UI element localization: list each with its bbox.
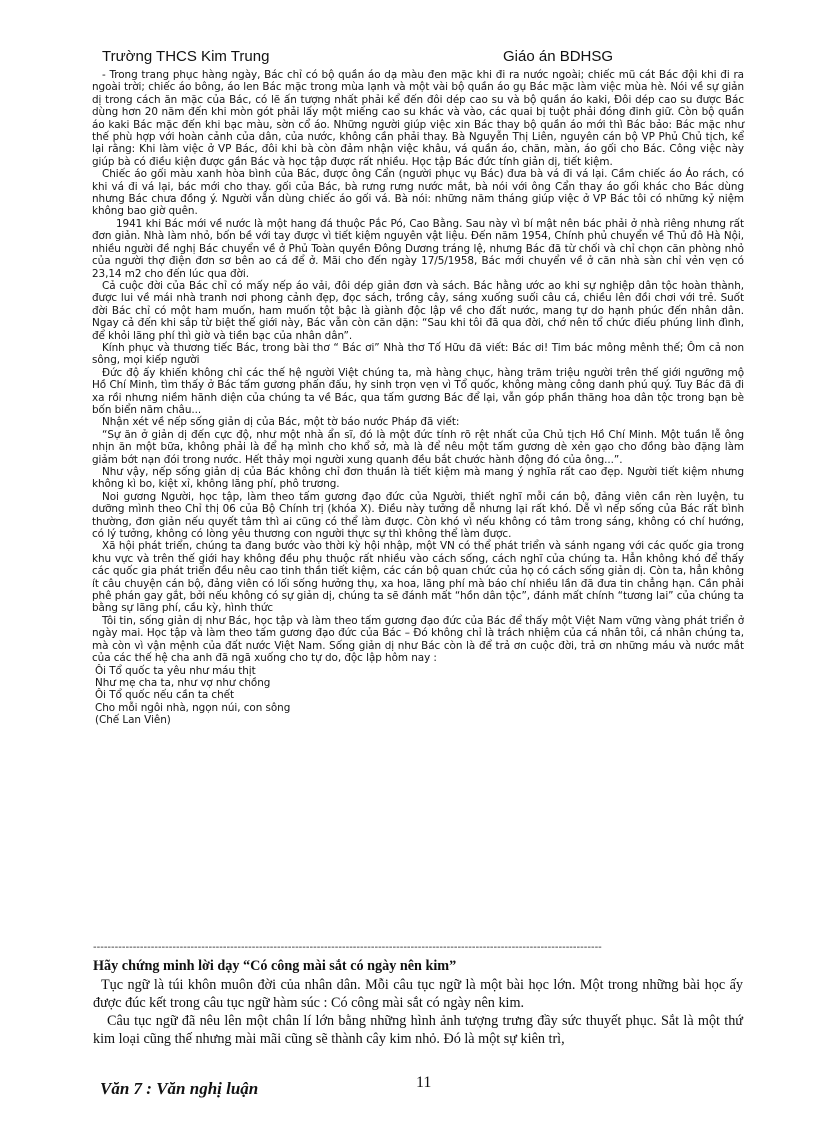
footer-subject: Văn 7 : Văn nghị luận bbox=[100, 1079, 259, 1098]
separator-line: --------------------------------------------------------------------------------------------------------------------------------------------- bbox=[93, 942, 602, 953]
poem bbox=[92, 665, 744, 727]
essay-title: Hãy chứng minh lời dạy “Có công mài sắt có ngày nên kim” bbox=[93, 958, 457, 974]
poem-line: Cho mỗi ngôi nhà, ngọn núi, con sông bbox=[95, 701, 291, 714]
poem-line: Ôi Tổ quốc nếu cần ta chết bbox=[95, 689, 234, 702]
paragraph: Cả cuộc đời của Bác chỉ có mấy nếp áo vải, đôi dép giản đơn và sách. Bác hằng ước ao khi sự nghiệp dân tộc hoàn thành, được lui về mái nhà tranh nơi phong cảnh đẹp, đọc sách, trồng cây, sáng xuống suối câu cá, chiều lên đồi chơi với trẻ. Suốt đời Bác chỉ có một ham muốn, ham muốn tột bậc là giành độc lập về cho đất nước, mang tự do hạnh phúc đến nhân dân. Ngay cả đến khi sắp từ biệt thế giới này, Bác vẫn còn căn dặn: “Sau khi tôi đã qua đời, chớ nên tổ chức điếu phúng linh đình, để khỏi lãng phí thì giờ và tiền bạc của nhân dân”. bbox=[92, 279, 744, 342]
main-text bbox=[92, 69, 744, 727]
poem-line: Như mẹ cha ta, như vợ như chồng bbox=[95, 676, 271, 689]
page-number: 11 bbox=[416, 1074, 432, 1091]
essay-section bbox=[93, 957, 743, 1048]
paragraph: Xã hội phát triển, chúng ta đang bước vào thời kỳ hội nhập, một VN có thể phát triển và sánh ngang với các quốc gia trong khu vực và trên thế giới hay không đều phụ thuộc rất nhiều vào cách sống, cách nghĩ của chúng ta. Hẳn không khó để thấy các quốc gia phát triển đều nêu cao tinh thần tiết kiệm, các cán bộ quan chức của họ có cách sống giản dị. Còn ta, hẳn không ít câu chuyện cán bộ, đảng viên có lối sống hưởng thụ, xa hoa, lãng phí mà báo chí nhiều lần đã đưa tin chẳng hạn. Cần phải phê phán gay gắt, bởi nếu không có sự giản dị, chúng ta sẽ đánh mất “hồn dân tộc”, đánh mất chính “tương lai” của chúng ta bằng sự lãng phí, cầu kỳ, hình thức bbox=[92, 540, 744, 615]
paragraph: Chiếc áo gối màu xanh hòa bình của Bác, được ông Cẩn (người phục vụ Bác) đưa bà vá đi vá lại. Cầm chiếc áo Áo rách, có khi vá đi vá lại, bác mới cho thay. gối của Bác, bà rưng rưng nước mắt, bà nói với ông Cẩn thay áo gối khác cho Bác dùng nhưng Bác chưa đồng ý. Người vẫn dùng chiếc áo gối vá. Bà nói: những năm tháng giúp việc ở VP Bác tôi có những kỷ niệm không bao giờ quên. bbox=[92, 168, 744, 218]
paragraph: Nhận xét về nếp sống giản dị của Bác, một tờ báo nước Pháp đã viết: bbox=[102, 416, 460, 429]
poem-line: Ôi Tổ quốc ta yêu như máu thịt bbox=[95, 664, 256, 677]
essay-paragraph: Câu tục ngữ đã nêu lên một chân lí lớn bằng những hình ảnh tượng trưng đầy sức thuyết phục. Sắt là một thứ kim loại cũng thế nhưng mài mãi cũng sẽ thành cây kim nhỏ. Đó là một sự kiên trì, bbox=[93, 1013, 743, 1047]
header-doc-title: Giáo án BDHSG bbox=[503, 48, 614, 65]
paragraph: Như vậy, nếp sống giản dị của Bác không chỉ đơn thuần là tiết kiệm mà mang ý nghĩa rất cao đẹp. Người tiết kiệm nhưng không kì bo, kiệt xỉ, không lãng phí, phô trương. bbox=[92, 466, 744, 491]
paragraph: Kính phục và thương tiếc Bác, trong bài thơ “ Bác ơi” Nhà thơ Tố Hữu đã viết: Bác ơi! Tim bác mông mênh thế; Ôm cả non sông, mọi kiếp người bbox=[92, 341, 744, 367]
poem-author: (Chế Lan Viên) bbox=[95, 714, 171, 727]
paragraph: Noi gương Người, học tập, làm theo tấm gương đạo đức của Người, thiết nghĩ mỗi cán bộ, đảng viên cần rèn luyện, tu dưỡng mình theo Chỉ thị 06 của Bộ Chính trị (khóa X). Điều này tưởng dễ nhưng lại rất khó. Dễ vì nếp sống của Bác rất bình thường, đơn giản nếu quyết tâm thì ai cũng có thể làm được. Còn khó vì nếu không có tâm trong sáng, không có chí hướng, có lý tưởng, không có lòng yêu thương con người thực sự thì không thể làm được. bbox=[92, 490, 744, 541]
paragraph: Đức độ ấy khiến không chỉ các thế hệ người Việt chúng ta, mà hàng chục, hàng trăm triệu người trên thế giới ngưỡng mộ Hồ Chí Minh, tìm thấy ở Bác tấm gương phấn đấu, hy sinh trọn vẹn vì Tổ quốc, không màng công danh phú quý. Tuy Bác đã đi xa rồi nhưng niềm hãnh diện của chúng ta về Bác, qua tấm gương Bác để lại, vẫn góp phần thăng hoa dân tộc trong bạn bè bốn biển năm châu... bbox=[92, 366, 744, 416]
paragraph: 1941 khi Bác mới về nước là một hang đá thuộc Pắc Pó, Cao Bằng. Sau này vì bí mật nên bác phải ở nhà riêng nhưng rất đơn giản. Nhà làm nhỏ, bốn bề với tay được vì tiết kiệm nguyên vật liệu. Đến năm 1954, Chính phủ chuyển về Thủ đô Hà Nội, nhiều người đề nghị Bác chuyển về ở Phủ Toàn quyền Đông Dương tráng lệ, nhưng Bác đã từ chối và chỉ chọn căn phòng nhỏ của người thợ điện đơn sơ bên ao cá để ở. Mãi cho đến ngày 17/5/1958, Bác mới chuyển về ở căn nhà sàn chỉ vẻn vẹn có 23,14 m2 cho đến lúc qua đời. bbox=[92, 217, 744, 280]
essay-paragraph: Tục ngữ là túi khôn muôn đời của nhân dân. Mỗi câu tục ngữ là một bài học lớn. Một trong những bài học ấy được đúc kết trong câu tục ngữ hàm súc : Có công mài sắt có ngày nên kim. bbox=[93, 977, 743, 1011]
paragraph: “Sự ăn ở giản dị đến cực độ, như một nhà ẩn sĩ, đó là một đức tính rõ rệt nhất của Chủ tịch Hồ Chí Minh. Một tuần lễ ông nhịn ăn một bữa, không phải là để hạ mình cho khổ sở, mà là để nêu một tấm gương dè xẻn gạo cho đồng bào đặng làm giảm bớt nạn đói trong nước. Hết thảy mọi người xung quanh đều bắt chước hành động đó của ông...”. bbox=[92, 428, 744, 466]
header-school-name: Trường THCS Kim Trung bbox=[102, 48, 270, 65]
paragraph: - Trong trang phục hàng ngày, Bác chỉ có bộ quần áo dạ màu đen mặc khi đi ra nước ngoài; chiếc mũ cát Bác đội khi đi ra ngoài trời; chiếc áo bông, áo len Bác mặc trong mùa lạnh và một vài bộ quần áo gụ Bác mặc làm việc mùa hè. Nói về sự giản dị trong cách ăn mặc của Bác, có lẽ ấn tượng nhất phải kể đến đôi dép cao su và bộ quần áo kaki, Đôi dép cao su được Bác dùng hơn 20 năm đến khi mòn gót phải lấy một miếng cao su khác và vào, các quai bị tuột phải đóng đinh giữ. Còn bộ quần áo kaki Bác mặc đến khi bạc màu, sờn cổ áo. Những người giúp việc xin Bác thay bộ quần áo mới thì Bác bảo: Bác mặc như thế phù hợp với hoàn cảnh của dân, của nước, không cần phải thay. Bà Nguyễn Thị Liên, nguyên cán bộ VP Phủ Chủ tịch, kể lại rằng: Khi làm việc ở VP Bác, đôi khi bà còn đảm nhận việc khâu, vá quần áo, chăn, màn, áo gối cho Bác. Công việc này giúp bà có điều kiện được gần Bác và học tập được rất nhiều. Học tập Bác đức tính giản dị, tiết kiệm. bbox=[92, 69, 744, 168]
paragraph: Tôi tin, sống giản dị như Bác, học tập và làm theo tấm gương đạo đức của Bác để thấy một Việt Nam vững vàng phát triển ở ngày mai. Học tập và làm theo tấm gương đạo đức của Bác – Đó không chỉ là trách nhiệm của cá nhân tôi, cá nhân chúng ta, mà còn vì vận mệnh của đất nước Việt Nam. Sống giản dị như Bác còn là để trả ơn cuộc đời, trả ơn những máu và nước mắt của các thế hệ cha anh đã ngã xuống cho tự do, độc lập hôm nay : bbox=[92, 614, 744, 665]
